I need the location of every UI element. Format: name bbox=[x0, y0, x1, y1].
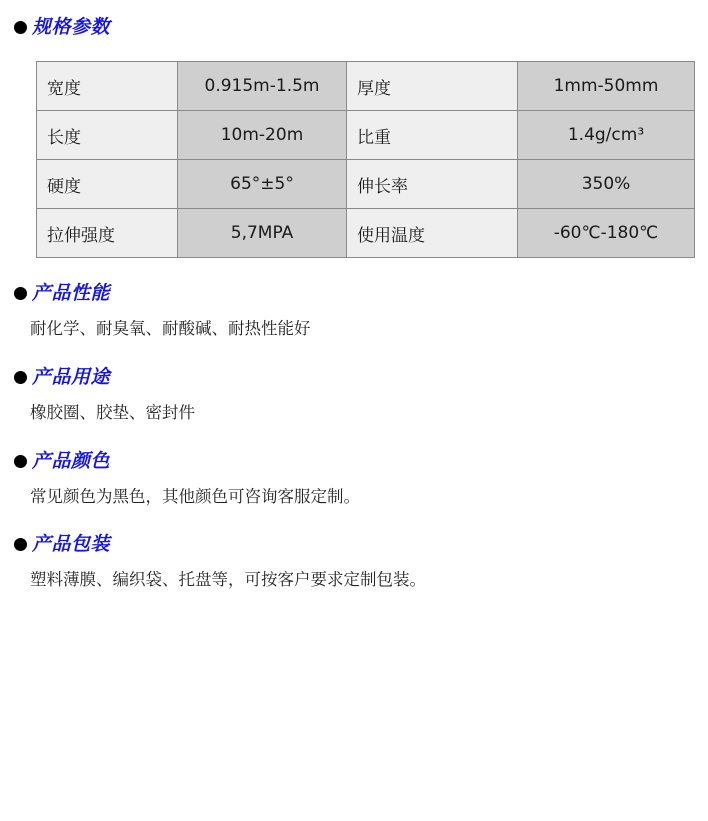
black-circle-bullet-icon bbox=[14, 21, 27, 34]
section-header-performance bbox=[0, 284, 708, 303]
spec-value: -60℃-180℃ bbox=[518, 209, 695, 258]
section-header-usage bbox=[0, 365, 708, 388]
section-header-specs bbox=[0, 18, 708, 37]
spec-value: 0.915m-1.5m bbox=[178, 62, 347, 111]
spec-label: 比重 bbox=[347, 111, 518, 160]
spec-label: 伸长率 bbox=[347, 160, 518, 209]
table-row bbox=[37, 111, 695, 160]
spec-value: 5,7MPA bbox=[178, 209, 347, 258]
spec-label: 硬度 bbox=[37, 160, 178, 209]
section-body-packaging: 塑料薄膜、编织袋、托盘等，可按客户要求定制包装。 bbox=[30, 570, 426, 590]
spec-label: 厚度 bbox=[347, 62, 518, 111]
spec-value: 1mm-50mm bbox=[518, 62, 695, 111]
black-circle-bullet-icon bbox=[14, 538, 27, 551]
spec-value: 10m-20m bbox=[178, 111, 347, 160]
spec-value: 350% bbox=[518, 160, 695, 209]
section-body-performance: 耐化学、耐臭氧、耐酸碱、耐热性能好 bbox=[30, 319, 311, 338]
spec-table bbox=[36, 61, 695, 258]
section-title: 产品包装 bbox=[32, 533, 111, 556]
section-title: 产品用途 bbox=[32, 365, 111, 388]
spec-label: 拉伸强度 bbox=[37, 209, 178, 258]
spec-value: 1.4g/cm³ bbox=[518, 111, 695, 160]
spec-value: 65°±5° bbox=[178, 160, 347, 209]
spec-label: 长度 bbox=[37, 111, 178, 160]
section-header-packaging bbox=[0, 535, 708, 554]
section-body-color: 常见颜色为黑色，其他颜色可咨询客服定制。 bbox=[30, 486, 360, 506]
section-header-color bbox=[0, 449, 708, 472]
black-circle-bullet-icon bbox=[14, 455, 27, 468]
section-body-usage: 橡胶圈、胶垫、密封件 bbox=[30, 402, 195, 422]
black-circle-bullet-icon bbox=[14, 287, 27, 300]
table-row bbox=[37, 62, 695, 111]
table-row bbox=[37, 209, 695, 258]
section-title: 产品性能 bbox=[32, 282, 111, 304]
black-circle-bullet-icon bbox=[14, 371, 27, 384]
section-title: 规格参数 bbox=[32, 16, 111, 38]
table-row bbox=[37, 160, 695, 209]
spec-table-wrapper bbox=[0, 61, 708, 258]
spec-label: 使用温度 bbox=[347, 209, 518, 258]
section-title: 产品颜色 bbox=[32, 449, 111, 472]
spec-label: 宽度 bbox=[37, 62, 178, 111]
